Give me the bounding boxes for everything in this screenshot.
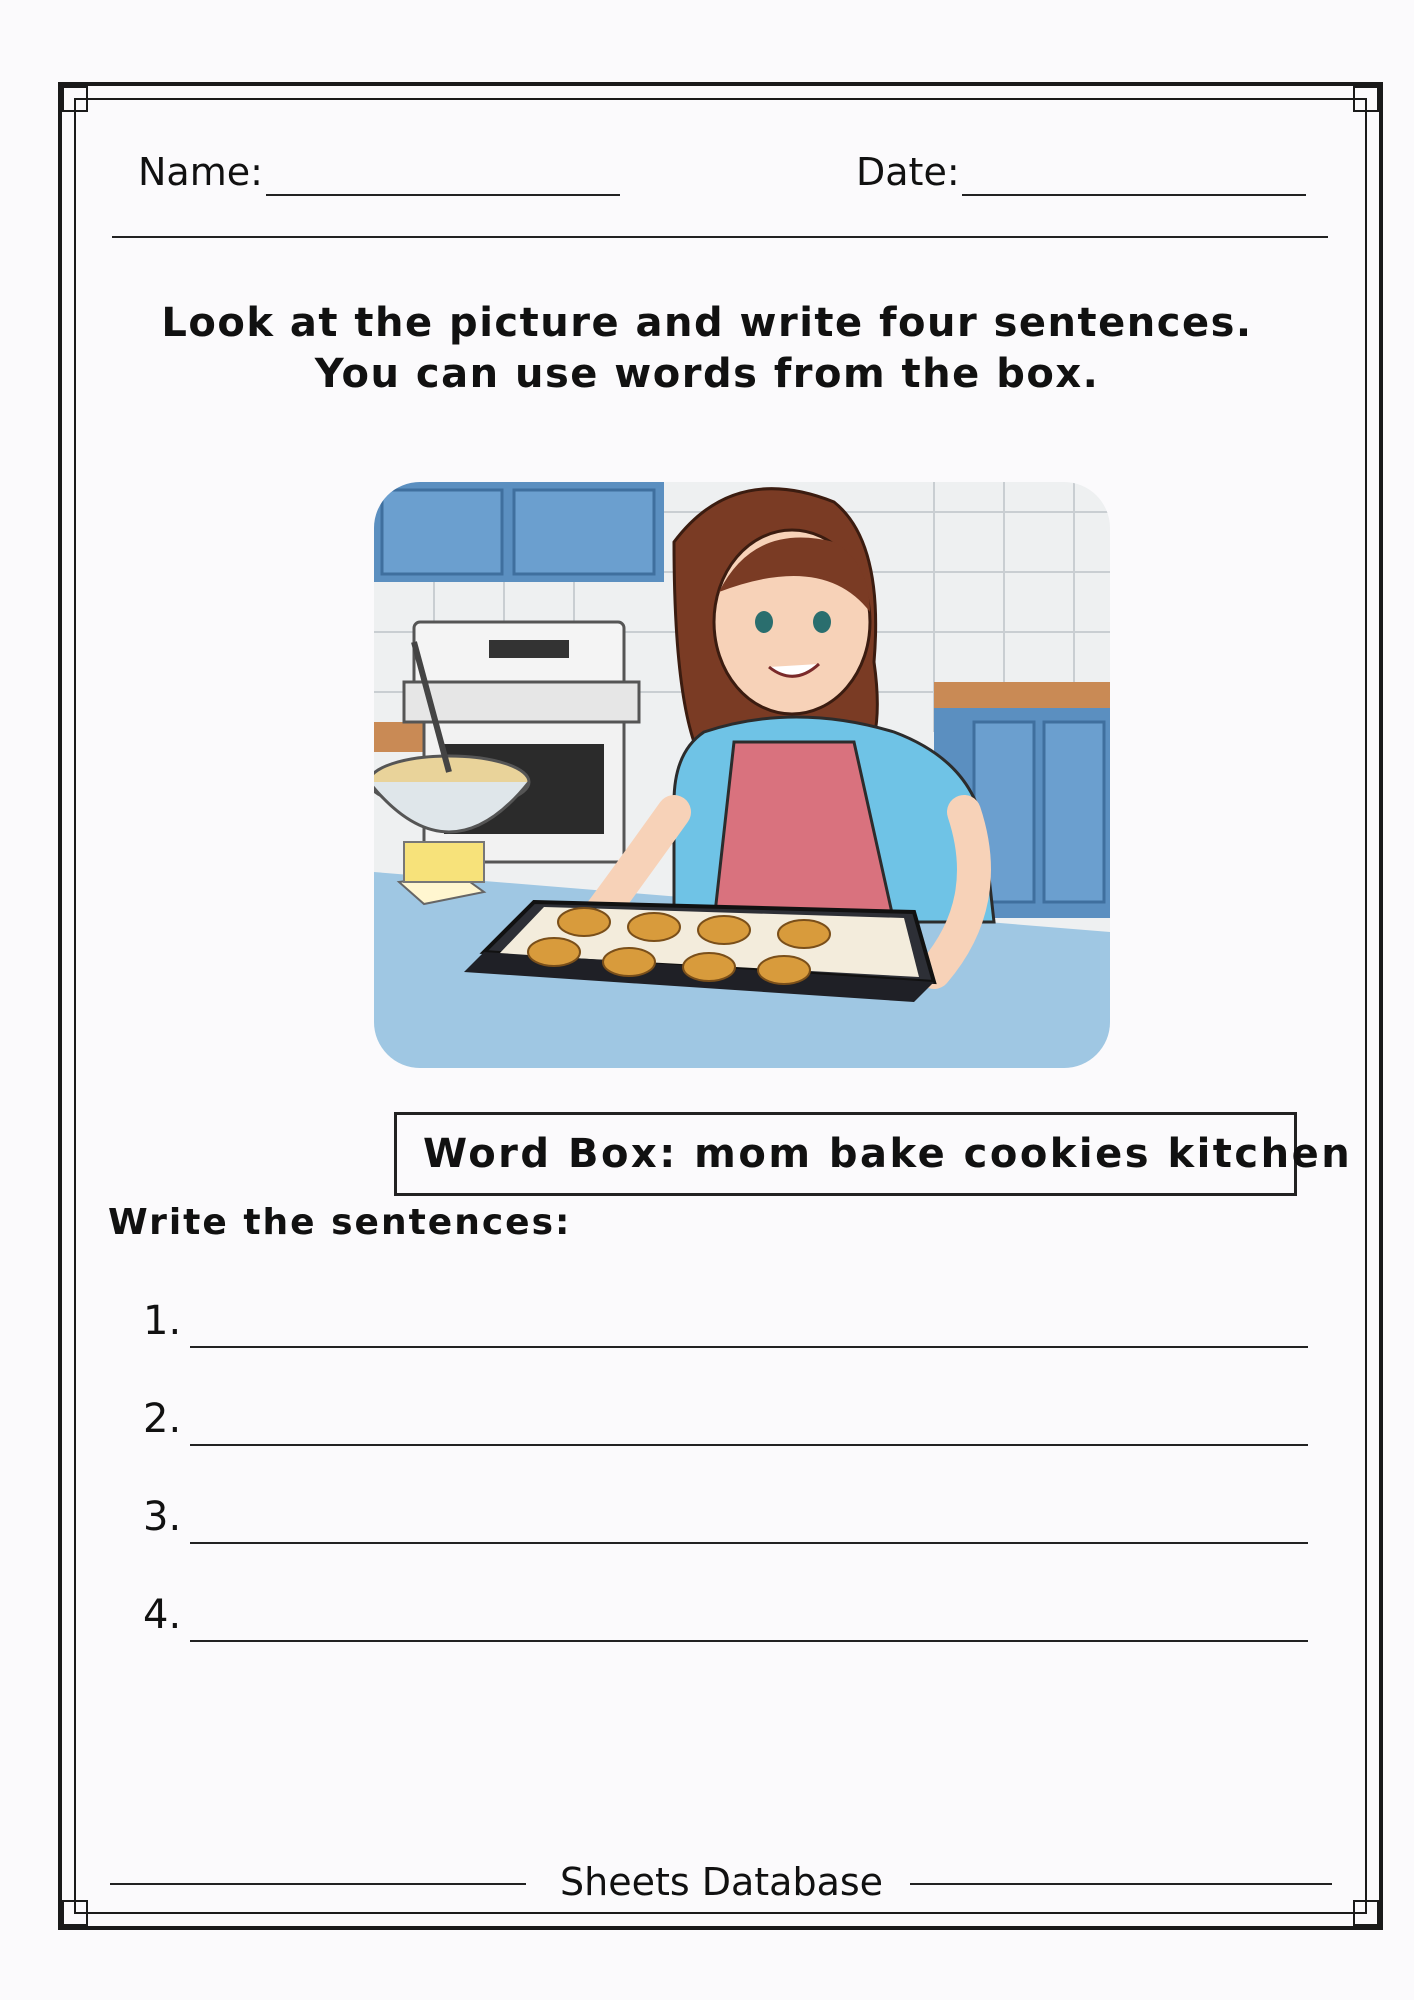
sentence-number-2: 2. — [143, 1396, 182, 1442]
name-field[interactable] — [266, 194, 620, 196]
footer-line-left — [110, 1883, 526, 1885]
sentence-number-4: 4. — [143, 1592, 182, 1638]
sentence-number-1: 1. — [143, 1298, 182, 1344]
instruction-line-1: Look at the picture and write four sentences. — [161, 300, 1253, 346]
corner-ornament-tl — [62, 86, 88, 112]
sentence-line-1[interactable] — [190, 1346, 1308, 1348]
sentence-number-3: 3. — [143, 1494, 182, 1540]
instruction-line-2: You can use words from the box. — [314, 351, 1100, 397]
write-sentences-label: Write the sentences: — [108, 1202, 572, 1243]
corner-ornament-br — [1353, 1900, 1379, 1926]
header-divider — [112, 236, 1328, 238]
woman-baking-cookies-illustration — [374, 482, 1110, 1068]
footer-brand: Sheets Database — [560, 1860, 884, 1904]
corner-ornament-tr — [1353, 86, 1379, 112]
sentence-line-2[interactable] — [190, 1444, 1308, 1446]
name-label: Name: — [138, 150, 263, 194]
corner-ornament-bl — [62, 1900, 88, 1926]
date-label: Date: — [856, 150, 960, 194]
word-box: Word Box: mom bake cookies kitchen — [394, 1112, 1297, 1196]
sentence-line-4[interactable] — [190, 1640, 1308, 1642]
date-field[interactable] — [962, 194, 1306, 196]
sentence-line-3[interactable] — [190, 1542, 1308, 1544]
footer-line-right — [910, 1883, 1332, 1885]
